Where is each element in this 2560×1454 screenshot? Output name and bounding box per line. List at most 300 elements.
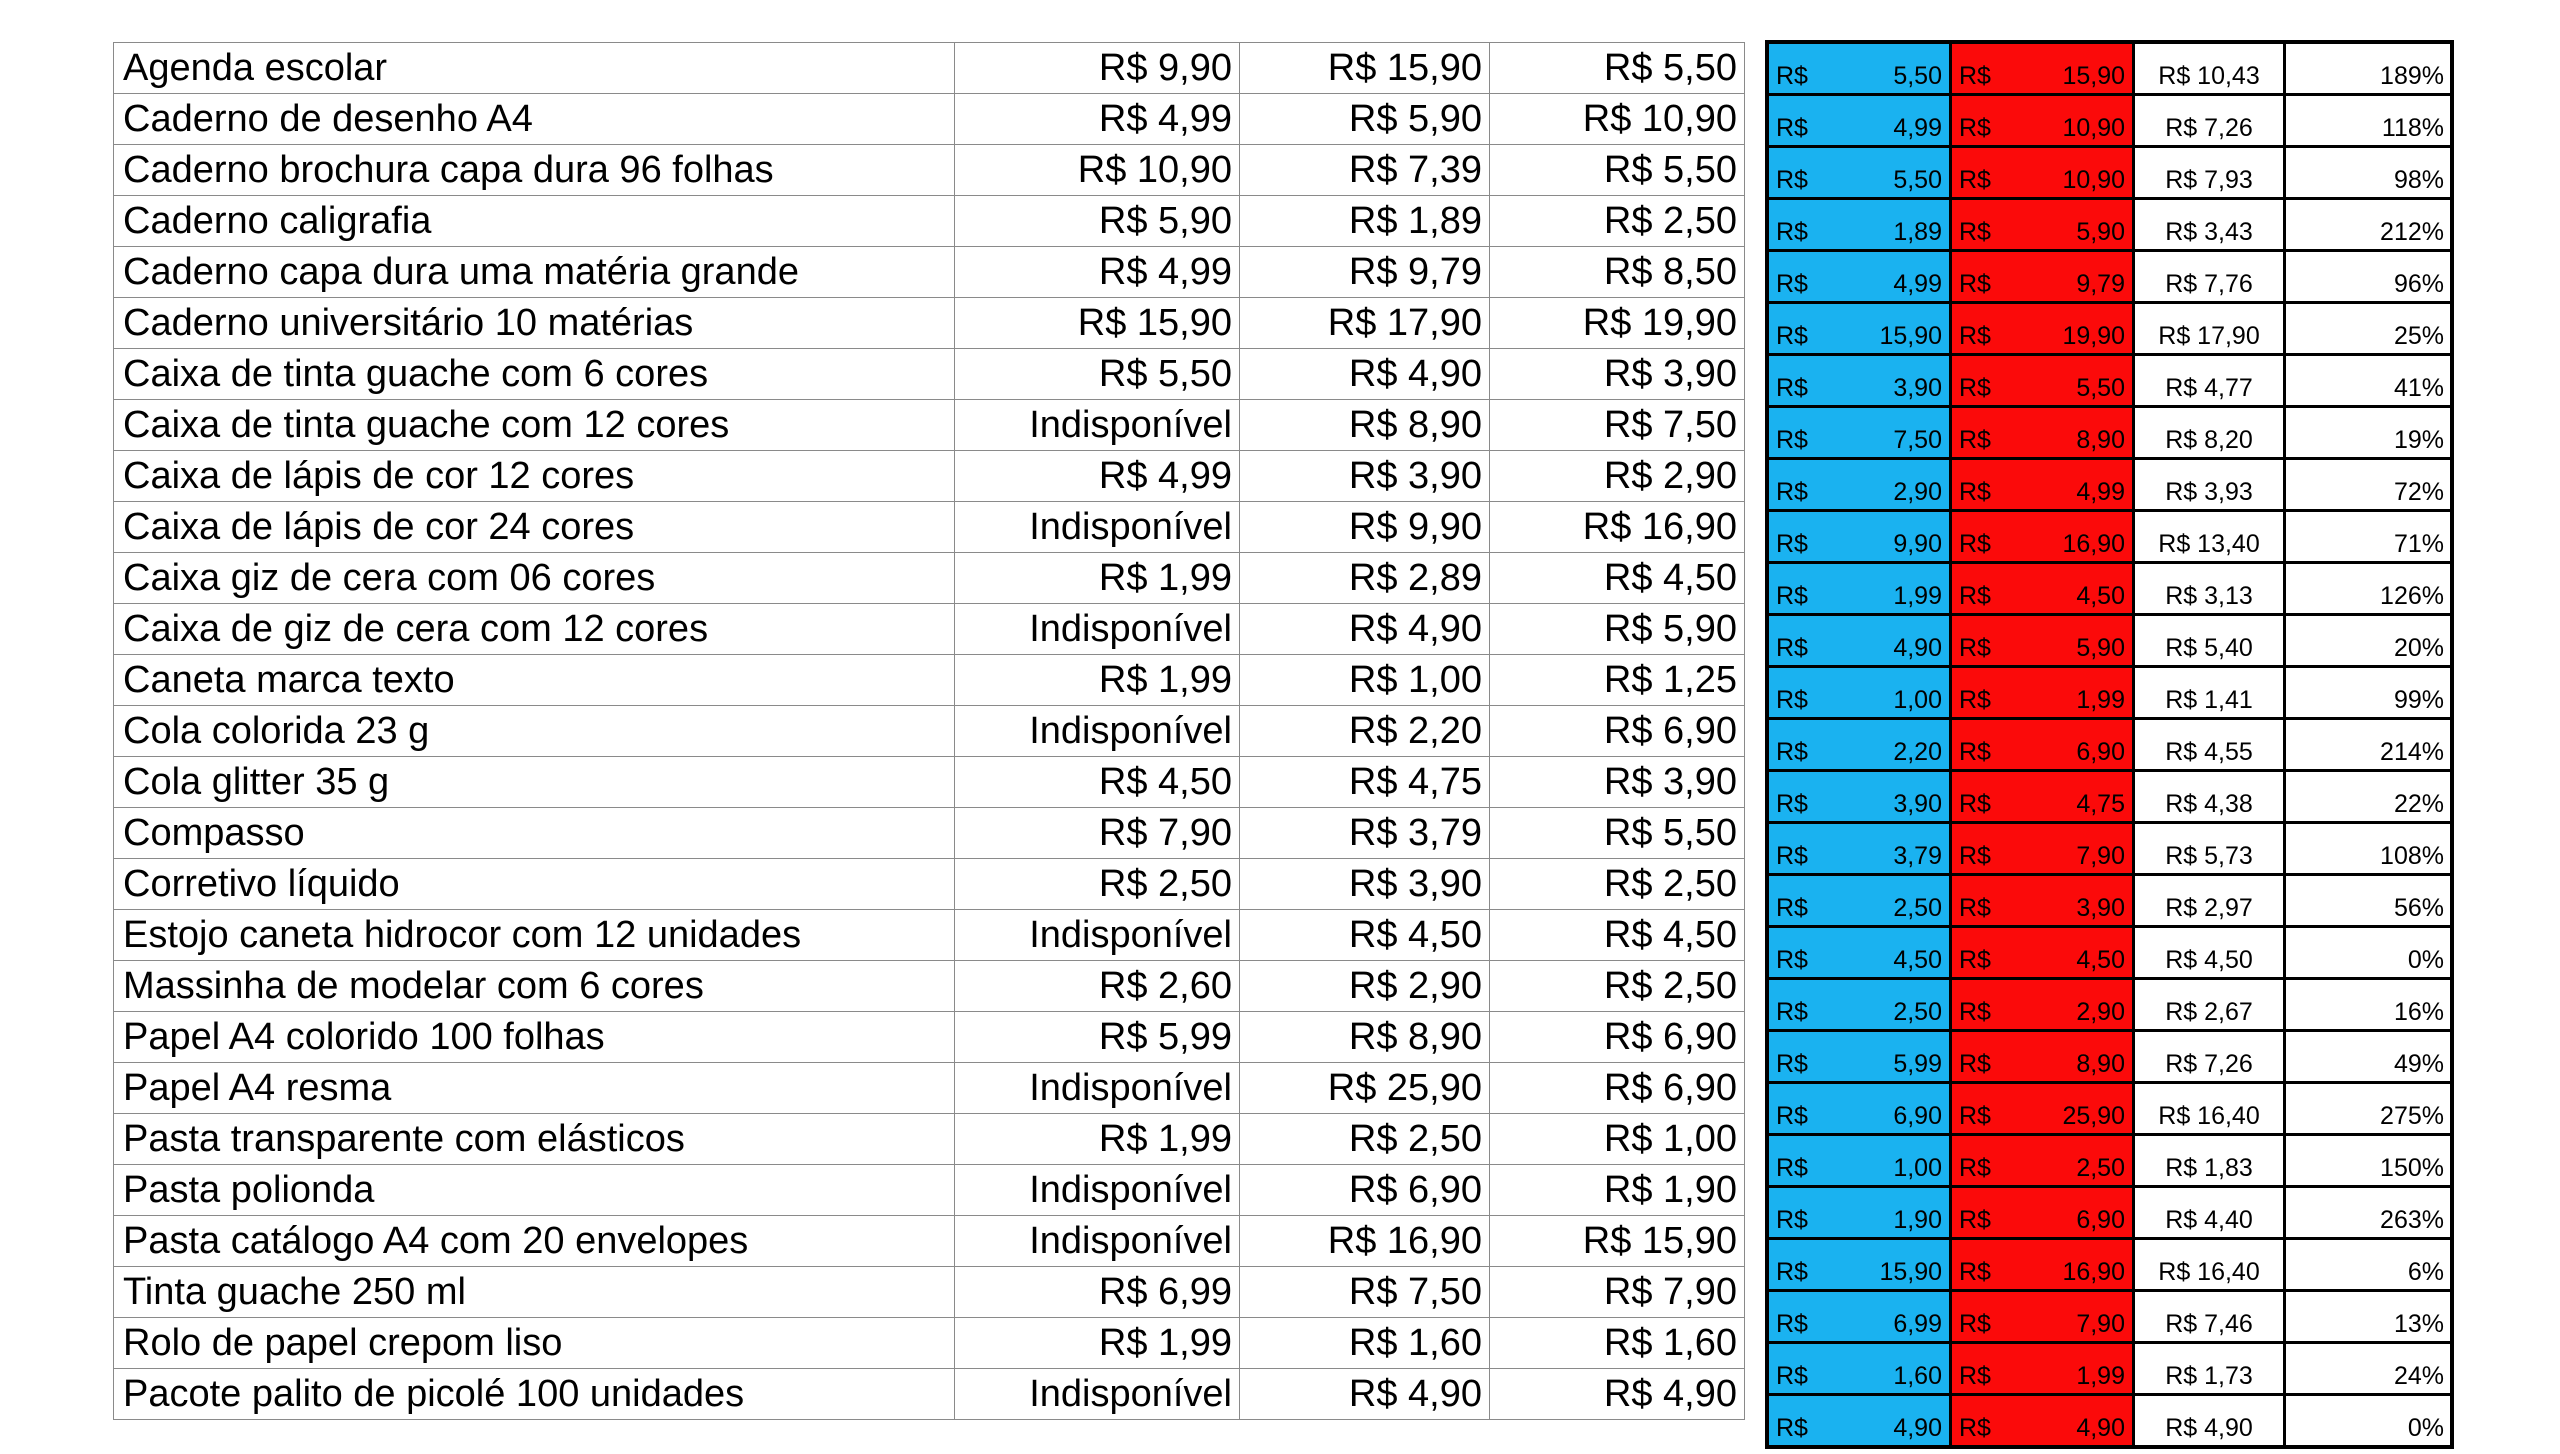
store3-price-cell[interactable]: R$ 1,00 bbox=[1490, 1114, 1745, 1165]
store3-price-cell[interactable]: R$ 5,50 bbox=[1490, 43, 1745, 94]
average-price-cell[interactable]: R$ 16,40 bbox=[2134, 1083, 2285, 1135]
table-row bbox=[114, 808, 1745, 859]
variation-percent-cell[interactable]: 99% bbox=[2285, 667, 2453, 719]
store2-price-cell[interactable]: R$ 4,50 bbox=[1240, 910, 1490, 961]
min-price-cell[interactable] bbox=[1767, 667, 1951, 719]
store1-price-cell[interactable]: R$ 1,99 bbox=[955, 1318, 1240, 1369]
max-price-cell[interactable] bbox=[1951, 355, 2134, 407]
max-price-cell[interactable] bbox=[1951, 1187, 2134, 1239]
item-name-cell[interactable]: Pasta transparente com elásticos bbox=[114, 1114, 955, 1165]
summary-row bbox=[1767, 615, 2452, 667]
max-price-value: 8,90 bbox=[2076, 426, 2125, 454]
min-price-value: 4,90 bbox=[1893, 634, 1942, 662]
summary-row bbox=[1767, 771, 2452, 823]
item-name-cell[interactable]: Rolo de papel crepom liso bbox=[114, 1318, 955, 1369]
min-price-cell[interactable] bbox=[1767, 251, 1951, 303]
max-price-cell[interactable] bbox=[1951, 563, 2134, 615]
store3-price-cell[interactable]: R$ 6,90 bbox=[1490, 1063, 1745, 1114]
table-row bbox=[114, 1216, 1745, 1267]
summary-row bbox=[1767, 1083, 2452, 1135]
currency-label: R$ bbox=[1776, 218, 1808, 246]
store1-price-cell[interactable]: R$ 5,99 bbox=[955, 1012, 1240, 1063]
item-name-cell[interactable]: Papel A4 resma bbox=[114, 1063, 955, 1114]
store1-price-cell[interactable]: R$ 6,99 bbox=[955, 1267, 1240, 1318]
average-price-cell[interactable]: R$ 3,93 bbox=[2134, 459, 2285, 511]
store3-price-cell[interactable]: R$ 4,50 bbox=[1490, 553, 1745, 604]
store2-price-cell[interactable]: R$ 3,79 bbox=[1240, 808, 1490, 859]
store2-price-cell[interactable]: R$ 4,75 bbox=[1240, 757, 1490, 808]
currency-label: R$ bbox=[1776, 738, 1808, 766]
store2-price-cell[interactable]: R$ 15,90 bbox=[1240, 43, 1490, 94]
currency-label: R$ bbox=[1959, 686, 1991, 714]
average-price-cell[interactable]: R$ 7,76 bbox=[2134, 251, 2285, 303]
max-price-cell[interactable] bbox=[1951, 199, 2134, 251]
max-price-cell[interactable] bbox=[1951, 511, 2134, 563]
store1-price-cell[interactable]: R$ 2,60 bbox=[955, 961, 1240, 1012]
store1-price-cell[interactable]: Indisponível bbox=[955, 706, 1240, 757]
max-price-cell[interactable] bbox=[1951, 42, 2134, 95]
max-price-cell[interactable] bbox=[1951, 667, 2134, 719]
max-price-value: 6,90 bbox=[2076, 738, 2125, 766]
store2-price-cell[interactable]: R$ 25,90 bbox=[1240, 1063, 1490, 1114]
average-price-cell[interactable]: R$ 7,26 bbox=[2134, 1031, 2285, 1083]
average-price-cell[interactable]: R$ 4,77 bbox=[2134, 355, 2285, 407]
variation-percent-cell[interactable]: 189% bbox=[2285, 42, 2453, 95]
store3-price-cell[interactable]: R$ 3,90 bbox=[1490, 349, 1745, 400]
max-price-cell[interactable] bbox=[1951, 1343, 2134, 1395]
currency-label: R$ bbox=[1959, 842, 1991, 870]
variation-percent-cell[interactable]: 214% bbox=[2285, 719, 2453, 771]
store2-price-cell[interactable]: R$ 2,90 bbox=[1240, 961, 1490, 1012]
min-price-cell[interactable] bbox=[1767, 1343, 1951, 1395]
currency-label: R$ bbox=[1959, 946, 1991, 974]
variation-percent-cell[interactable]: 98% bbox=[2285, 147, 2453, 199]
table-row bbox=[114, 859, 1745, 910]
min-price-value: 2,50 bbox=[1893, 894, 1942, 922]
store2-price-cell[interactable]: R$ 5,90 bbox=[1240, 94, 1490, 145]
min-price-value: 15,90 bbox=[1879, 1258, 1942, 1286]
store3-price-cell[interactable]: R$ 4,90 bbox=[1490, 1369, 1745, 1420]
average-price-cell[interactable]: R$ 5,40 bbox=[2134, 615, 2285, 667]
store3-price-cell[interactable]: R$ 2,90 bbox=[1490, 451, 1745, 502]
min-price-cell[interactable] bbox=[1767, 511, 1951, 563]
currency-label: R$ bbox=[1776, 166, 1808, 194]
store2-price-cell[interactable]: R$ 2,89 bbox=[1240, 553, 1490, 604]
store2-price-cell[interactable]: R$ 8,90 bbox=[1240, 400, 1490, 451]
summary-row bbox=[1767, 459, 2452, 511]
table-row bbox=[114, 1318, 1745, 1369]
variation-percent-cell[interactable]: 0% bbox=[2285, 1395, 2453, 1448]
store1-price-cell[interactable]: Indisponível bbox=[955, 1063, 1240, 1114]
store1-price-cell[interactable]: R$ 4,99 bbox=[955, 451, 1240, 502]
max-price-value: 5,90 bbox=[2076, 218, 2125, 246]
variation-percent-cell[interactable]: 49% bbox=[2285, 1031, 2453, 1083]
store2-price-cell[interactable]: R$ 4,90 bbox=[1240, 349, 1490, 400]
table-row bbox=[114, 43, 1745, 94]
store3-price-cell[interactable]: R$ 2,50 bbox=[1490, 859, 1745, 910]
average-price-cell[interactable]: R$ 3,13 bbox=[2134, 563, 2285, 615]
store3-price-cell[interactable]: R$ 4,50 bbox=[1490, 910, 1745, 961]
table-row bbox=[114, 502, 1745, 553]
store3-price-cell[interactable]: R$ 7,50 bbox=[1490, 400, 1745, 451]
currency-label: R$ bbox=[1959, 166, 1991, 194]
store1-price-cell[interactable]: R$ 4,50 bbox=[955, 757, 1240, 808]
max-price-cell[interactable] bbox=[1951, 1395, 2134, 1448]
average-price-cell[interactable]: R$ 13,40 bbox=[2134, 511, 2285, 563]
summary-row bbox=[1767, 303, 2452, 355]
currency-label: R$ bbox=[1959, 1154, 1991, 1182]
variation-percent-cell[interactable]: 212% bbox=[2285, 199, 2453, 251]
max-price-cell[interactable] bbox=[1951, 979, 2134, 1031]
item-name-cell[interactable]: Pasta polionda bbox=[114, 1165, 955, 1216]
table-row bbox=[114, 1165, 1745, 1216]
store1-price-cell[interactable]: Indisponível bbox=[955, 1369, 1240, 1420]
summary-row bbox=[1767, 1135, 2452, 1187]
store3-price-cell[interactable]: R$ 2,50 bbox=[1490, 961, 1745, 1012]
store2-price-cell[interactable]: R$ 1,60 bbox=[1240, 1318, 1490, 1369]
max-price-cell[interactable] bbox=[1951, 771, 2134, 823]
variation-percent-cell[interactable]: 108% bbox=[2285, 823, 2453, 875]
store2-price-cell[interactable]: R$ 17,90 bbox=[1240, 298, 1490, 349]
store3-price-cell[interactable]: R$ 8,50 bbox=[1490, 247, 1745, 298]
store1-price-cell[interactable]: R$ 9,90 bbox=[955, 43, 1240, 94]
currency-label: R$ bbox=[1959, 426, 1991, 454]
store1-price-cell[interactable]: Indisponível bbox=[955, 400, 1240, 451]
store3-price-cell[interactable]: R$ 15,90 bbox=[1490, 1216, 1745, 1267]
average-price-cell[interactable]: R$ 4,40 bbox=[2134, 1187, 2285, 1239]
min-price-value: 1,00 bbox=[1893, 1154, 1942, 1182]
min-price-cell[interactable] bbox=[1767, 407, 1951, 459]
summary-row bbox=[1767, 355, 2452, 407]
store3-price-cell[interactable]: R$ 7,90 bbox=[1490, 1267, 1745, 1318]
min-price-cell[interactable] bbox=[1767, 459, 1951, 511]
max-price-value: 9,79 bbox=[2076, 270, 2125, 298]
min-price-cell[interactable] bbox=[1767, 1187, 1951, 1239]
store2-price-cell[interactable]: R$ 4,90 bbox=[1240, 1369, 1490, 1420]
currency-label: R$ bbox=[1776, 582, 1808, 610]
item-name-cell[interactable]: Caixa de tinta guache com 12 cores bbox=[114, 400, 955, 451]
summary-row bbox=[1767, 1187, 2452, 1239]
store1-price-cell[interactable]: R$ 1,99 bbox=[955, 1114, 1240, 1165]
average-price-cell[interactable]: R$ 4,50 bbox=[2134, 927, 2285, 979]
max-price-cell[interactable] bbox=[1951, 407, 2134, 459]
item-name-cell[interactable]: Caderno de desenho A4 bbox=[114, 94, 955, 145]
item-name-cell[interactable]: Caderno brochura capa dura 96 folhas bbox=[114, 145, 955, 196]
max-price-cell[interactable] bbox=[1951, 927, 2134, 979]
min-price-cell[interactable] bbox=[1767, 719, 1951, 771]
store3-price-cell[interactable]: R$ 5,50 bbox=[1490, 808, 1745, 859]
store1-price-cell[interactable]: R$ 1,99 bbox=[955, 553, 1240, 604]
variation-percent-cell[interactable]: 0% bbox=[2285, 927, 2453, 979]
item-name-cell[interactable]: Caixa de giz de cera com 12 cores bbox=[114, 604, 955, 655]
summary-row bbox=[1767, 251, 2452, 303]
variation-percent-cell[interactable]: 56% bbox=[2285, 875, 2453, 927]
store3-price-cell[interactable]: R$ 16,90 bbox=[1490, 502, 1745, 553]
summary-row bbox=[1767, 1239, 2452, 1291]
min-price-value: 2,50 bbox=[1893, 998, 1942, 1026]
store1-price-cell[interactable]: R$ 15,90 bbox=[955, 298, 1240, 349]
store1-price-cell[interactable]: R$ 10,90 bbox=[955, 145, 1240, 196]
table-row bbox=[114, 451, 1745, 502]
average-price-cell[interactable]: R$ 2,67 bbox=[2134, 979, 2285, 1031]
item-name-cell[interactable]: Caixa giz de cera com 06 cores bbox=[114, 553, 955, 604]
store1-price-cell[interactable]: R$ 5,90 bbox=[955, 196, 1240, 247]
min-price-cell[interactable] bbox=[1767, 1031, 1951, 1083]
currency-label: R$ bbox=[1959, 530, 1991, 558]
average-price-cell[interactable]: R$ 16,40 bbox=[2134, 1239, 2285, 1291]
currency-label: R$ bbox=[1959, 1310, 1991, 1338]
store3-price-cell[interactable]: R$ 1,60 bbox=[1490, 1318, 1745, 1369]
min-price-cell[interactable] bbox=[1767, 355, 1951, 407]
store1-price-cell[interactable]: R$ 4,99 bbox=[955, 94, 1240, 145]
max-price-cell[interactable] bbox=[1951, 1083, 2134, 1135]
store3-price-cell[interactable]: R$ 2,50 bbox=[1490, 196, 1745, 247]
average-price-cell[interactable]: R$ 17,90 bbox=[2134, 303, 2285, 355]
min-price-value: 15,90 bbox=[1879, 322, 1942, 350]
min-price-value: 4,99 bbox=[1893, 114, 1942, 142]
min-price-cell[interactable] bbox=[1767, 1135, 1951, 1187]
store2-price-cell[interactable]: R$ 9,79 bbox=[1240, 247, 1490, 298]
store3-price-cell[interactable]: R$ 5,50 bbox=[1490, 145, 1745, 196]
min-price-cell[interactable] bbox=[1767, 1395, 1951, 1448]
currency-label: R$ bbox=[1776, 1362, 1808, 1390]
average-price-cell[interactable]: R$ 5,73 bbox=[2134, 823, 2285, 875]
item-name-cell[interactable]: Caneta marca texto bbox=[114, 655, 955, 706]
max-price-cell[interactable] bbox=[1951, 615, 2134, 667]
variation-percent-cell[interactable]: 25% bbox=[2285, 303, 2453, 355]
average-price-cell[interactable]: R$ 10,43 bbox=[2134, 42, 2285, 95]
item-name-cell[interactable]: Massinha de modelar com 6 cores bbox=[114, 961, 955, 1012]
store2-price-cell[interactable]: R$ 3,90 bbox=[1240, 859, 1490, 910]
min-price-value: 6,90 bbox=[1893, 1102, 1942, 1130]
max-price-value: 8,90 bbox=[2076, 1050, 2125, 1078]
store3-price-cell[interactable]: R$ 10,90 bbox=[1490, 94, 1745, 145]
average-price-cell[interactable]: R$ 4,38 bbox=[2134, 771, 2285, 823]
table-row bbox=[114, 196, 1745, 247]
min-price-cell[interactable] bbox=[1767, 1291, 1951, 1343]
max-price-value: 7,90 bbox=[2076, 842, 2125, 870]
store1-price-cell[interactable]: R$ 1,99 bbox=[955, 655, 1240, 706]
max-price-value: 1,99 bbox=[2076, 1362, 2125, 1390]
min-price-cell[interactable] bbox=[1767, 563, 1951, 615]
max-price-cell[interactable] bbox=[1951, 147, 2134, 199]
store3-price-cell[interactable]: R$ 1,90 bbox=[1490, 1165, 1745, 1216]
table-row bbox=[114, 349, 1745, 400]
min-price-cell[interactable] bbox=[1767, 95, 1951, 147]
max-price-value: 19,90 bbox=[2062, 322, 2125, 350]
currency-label: R$ bbox=[1959, 1206, 1991, 1234]
min-price-cell[interactable] bbox=[1767, 303, 1951, 355]
item-name-cell[interactable]: Corretivo líquido bbox=[114, 859, 955, 910]
variation-percent-cell[interactable]: 150% bbox=[2285, 1135, 2453, 1187]
store2-price-cell[interactable]: R$ 16,90 bbox=[1240, 1216, 1490, 1267]
min-price-value: 1,99 bbox=[1893, 582, 1942, 610]
max-price-value: 25,90 bbox=[2062, 1102, 2125, 1130]
average-price-cell[interactable]: R$ 8,20 bbox=[2134, 407, 2285, 459]
store1-price-cell[interactable]: R$ 5,50 bbox=[955, 349, 1240, 400]
max-price-cell[interactable] bbox=[1951, 719, 2134, 771]
store2-price-cell[interactable]: R$ 6,90 bbox=[1240, 1165, 1490, 1216]
store2-price-cell[interactable]: R$ 3,90 bbox=[1240, 451, 1490, 502]
max-price-cell[interactable] bbox=[1951, 251, 2134, 303]
currency-label: R$ bbox=[1959, 634, 1991, 662]
store2-price-cell[interactable]: R$ 4,90 bbox=[1240, 604, 1490, 655]
average-price-cell[interactable]: R$ 1,83 bbox=[2134, 1135, 2285, 1187]
min-price-value: 3,90 bbox=[1893, 374, 1942, 402]
store2-price-cell[interactable]: R$ 7,50 bbox=[1240, 1267, 1490, 1318]
max-price-value: 7,90 bbox=[2076, 1310, 2125, 1338]
item-name-cell[interactable]: Papel A4 colorido 100 folhas bbox=[114, 1012, 955, 1063]
min-price-cell[interactable] bbox=[1767, 823, 1951, 875]
store2-price-cell[interactable]: R$ 2,20 bbox=[1240, 706, 1490, 757]
store3-price-cell[interactable]: R$ 6,90 bbox=[1490, 1012, 1745, 1063]
table-row bbox=[114, 757, 1745, 808]
max-price-cell[interactable] bbox=[1951, 1135, 2134, 1187]
store2-price-cell[interactable]: R$ 1,89 bbox=[1240, 196, 1490, 247]
max-price-cell[interactable] bbox=[1951, 1239, 2134, 1291]
currency-label: R$ bbox=[1776, 790, 1808, 818]
store2-price-cell[interactable]: R$ 2,50 bbox=[1240, 1114, 1490, 1165]
average-price-cell[interactable]: R$ 7,26 bbox=[2134, 95, 2285, 147]
average-price-cell[interactable]: R$ 4,55 bbox=[2134, 719, 2285, 771]
variation-percent-cell[interactable]: 71% bbox=[2285, 511, 2453, 563]
variation-percent-cell[interactable]: 118% bbox=[2285, 95, 2453, 147]
average-price-cell[interactable]: R$ 1,73 bbox=[2134, 1343, 2285, 1395]
variation-percent-cell[interactable]: 19% bbox=[2285, 407, 2453, 459]
currency-label: R$ bbox=[1776, 1154, 1808, 1182]
item-name-cell[interactable]: Caixa de tinta guache com 6 cores bbox=[114, 349, 955, 400]
average-price-cell[interactable]: R$ 1,41 bbox=[2134, 667, 2285, 719]
min-price-cell[interactable] bbox=[1767, 927, 1951, 979]
min-price-cell[interactable] bbox=[1767, 875, 1951, 927]
item-name-cell[interactable]: Pasta catálogo A4 com 20 envelopes bbox=[114, 1216, 955, 1267]
min-price-cell[interactable] bbox=[1767, 199, 1951, 251]
item-name-cell[interactable]: Caderno universitário 10 matérias bbox=[114, 298, 955, 349]
store2-price-cell[interactable]: R$ 1,00 bbox=[1240, 655, 1490, 706]
item-name-cell[interactable]: Pacote palito de picolé 100 unidades bbox=[114, 1369, 955, 1420]
store1-price-cell[interactable]: Indisponível bbox=[955, 910, 1240, 961]
variation-percent-cell[interactable]: 263% bbox=[2285, 1187, 2453, 1239]
item-name-cell[interactable]: Tinta guache 250 ml bbox=[114, 1267, 955, 1318]
store3-price-cell[interactable]: R$ 3,90 bbox=[1490, 757, 1745, 808]
store1-price-cell[interactable]: Indisponível bbox=[955, 604, 1240, 655]
variation-percent-cell[interactable]: 41% bbox=[2285, 355, 2453, 407]
variation-percent-cell[interactable]: 16% bbox=[2285, 979, 2453, 1031]
min-price-cell[interactable] bbox=[1767, 771, 1951, 823]
item-name-cell[interactable]: Agenda escolar bbox=[114, 43, 955, 94]
variation-percent-cell[interactable]: 20% bbox=[2285, 615, 2453, 667]
store3-price-cell[interactable]: R$ 6,90 bbox=[1490, 706, 1745, 757]
min-price-value: 4,99 bbox=[1893, 270, 1942, 298]
average-price-cell[interactable]: R$ 4,90 bbox=[2134, 1395, 2285, 1448]
store1-price-cell[interactable]: Indisponível bbox=[955, 1165, 1240, 1216]
average-price-cell[interactable]: R$ 7,93 bbox=[2134, 147, 2285, 199]
summary-row bbox=[1767, 719, 2452, 771]
min-price-value: 5,50 bbox=[1893, 166, 1942, 194]
min-price-value: 2,90 bbox=[1893, 478, 1942, 506]
store1-price-cell[interactable]: R$ 2,50 bbox=[955, 859, 1240, 910]
item-name-cell[interactable]: Cola glitter 35 g bbox=[114, 757, 955, 808]
item-name-cell[interactable]: Caderno capa dura uma matéria grande bbox=[114, 247, 955, 298]
variation-percent-cell[interactable]: 72% bbox=[2285, 459, 2453, 511]
currency-label: R$ bbox=[1776, 634, 1808, 662]
table-row bbox=[114, 1369, 1745, 1420]
store1-price-cell[interactable]: Indisponível bbox=[955, 1216, 1240, 1267]
min-price-cell[interactable] bbox=[1767, 615, 1951, 667]
price-table bbox=[113, 42, 1745, 1420]
average-price-cell[interactable]: R$ 2,97 bbox=[2134, 875, 2285, 927]
variation-percent-cell[interactable]: 275% bbox=[2285, 1083, 2453, 1135]
variation-percent-cell[interactable]: 22% bbox=[2285, 771, 2453, 823]
store2-price-cell[interactable]: R$ 8,90 bbox=[1240, 1012, 1490, 1063]
average-price-cell[interactable]: R$ 3,43 bbox=[2134, 199, 2285, 251]
average-price-cell[interactable]: R$ 7,46 bbox=[2134, 1291, 2285, 1343]
summary-row bbox=[1767, 407, 2452, 459]
summary-row bbox=[1767, 42, 2452, 95]
store3-price-cell[interactable]: R$ 1,25 bbox=[1490, 655, 1745, 706]
variation-percent-cell[interactable]: 24% bbox=[2285, 1343, 2453, 1395]
item-name-cell[interactable]: Cola colorida 23 g bbox=[114, 706, 955, 757]
store2-price-cell[interactable]: R$ 7,39 bbox=[1240, 145, 1490, 196]
max-price-cell[interactable] bbox=[1951, 1291, 2134, 1343]
item-name-cell[interactable]: Caixa de lápis de cor 12 cores bbox=[114, 451, 955, 502]
summary-row bbox=[1767, 1343, 2452, 1395]
store1-price-cell[interactable]: R$ 4,99 bbox=[955, 247, 1240, 298]
table-row bbox=[114, 400, 1745, 451]
min-price-value: 5,50 bbox=[1893, 62, 1942, 90]
max-price-cell[interactable] bbox=[1951, 823, 2134, 875]
min-price-cell[interactable] bbox=[1767, 1083, 1951, 1135]
max-price-cell[interactable] bbox=[1951, 459, 2134, 511]
item-name-cell[interactable]: Caderno caligrafia bbox=[114, 196, 955, 247]
min-price-value: 3,90 bbox=[1893, 790, 1942, 818]
store3-price-cell[interactable]: R$ 5,90 bbox=[1490, 604, 1745, 655]
min-price-cell[interactable] bbox=[1767, 1239, 1951, 1291]
item-name-cell[interactable]: Estojo caneta hidrocor com 12 unidades bbox=[114, 910, 955, 961]
store2-price-cell[interactable]: R$ 9,90 bbox=[1240, 502, 1490, 553]
variation-percent-cell[interactable]: 96% bbox=[2285, 251, 2453, 303]
variation-percent-cell[interactable]: 13% bbox=[2285, 1291, 2453, 1343]
currency-label: R$ bbox=[1776, 998, 1808, 1026]
currency-label: R$ bbox=[1959, 1362, 1991, 1390]
currency-label: R$ bbox=[1959, 374, 1991, 402]
max-price-value: 6,90 bbox=[2076, 1206, 2125, 1234]
store1-price-cell[interactable]: R$ 7,90 bbox=[955, 808, 1240, 859]
min-price-value: 2,20 bbox=[1893, 738, 1942, 766]
variation-percent-cell[interactable]: 6% bbox=[2285, 1239, 2453, 1291]
max-price-cell[interactable] bbox=[1951, 303, 2134, 355]
item-name-cell[interactable]: Caixa de lápis de cor 24 cores bbox=[114, 502, 955, 553]
max-price-cell[interactable] bbox=[1951, 875, 2134, 927]
currency-label: R$ bbox=[1959, 894, 1991, 922]
variation-percent-cell[interactable]: 126% bbox=[2285, 563, 2453, 615]
item-name-cell[interactable]: Compasso bbox=[114, 808, 955, 859]
max-price-value: 4,99 bbox=[2076, 478, 2125, 506]
min-price-cell[interactable] bbox=[1767, 979, 1951, 1031]
max-price-cell[interactable] bbox=[1951, 95, 2134, 147]
summary-row bbox=[1767, 979, 2452, 1031]
min-price-cell[interactable] bbox=[1767, 147, 1951, 199]
summary-table bbox=[1765, 40, 2454, 1449]
summary-row bbox=[1767, 667, 2452, 719]
min-price-value: 1,89 bbox=[1893, 218, 1942, 246]
store1-price-cell[interactable]: Indisponível bbox=[955, 502, 1240, 553]
store3-price-cell[interactable]: R$ 19,90 bbox=[1490, 298, 1745, 349]
max-price-cell[interactable] bbox=[1951, 1031, 2134, 1083]
min-price-cell[interactable] bbox=[1767, 42, 1951, 95]
currency-label: R$ bbox=[1959, 1414, 1991, 1442]
currency-label: R$ bbox=[1776, 842, 1808, 870]
